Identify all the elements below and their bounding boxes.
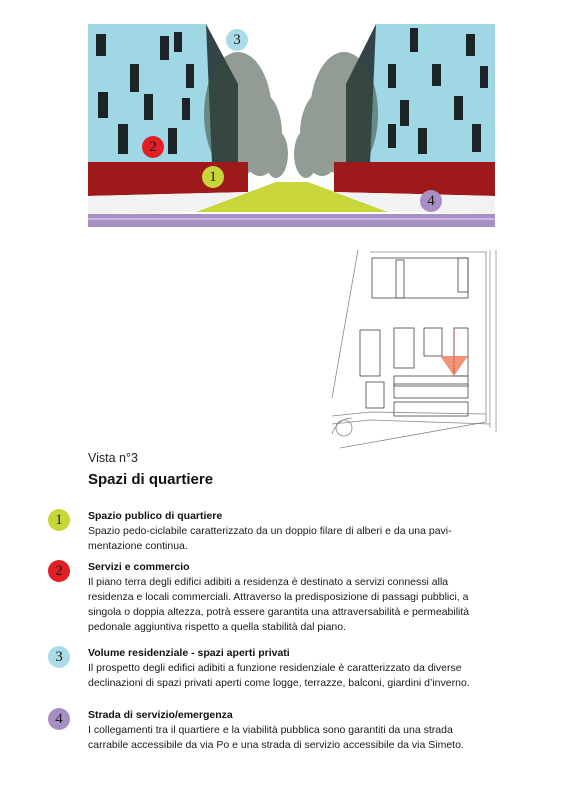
legend-text-4 (88, 708, 488, 753)
legend-text-3 (88, 646, 488, 691)
legend-item-1 (48, 509, 508, 554)
street-view-illustration (88, 24, 495, 227)
legend-line: singola o doppia altezza, potrà essere garantita una attraversabilità e permeabilità (88, 606, 470, 618)
legend-title: Volume residenziale - spazi aperti privati (88, 647, 290, 659)
legend-number-1: 1 (48, 509, 70, 531)
marker-4: 4 (420, 190, 442, 212)
legend-title: Servizi e commercio (88, 561, 190, 573)
middle-west-block (360, 330, 380, 376)
legend-line: residenza e locali commerciali. Attraverso la predisposizione di passagi pubblici, a (88, 591, 469, 603)
legend-line: declinazioni di spazi privati aperti come logge, terrazze, balconi, giardini d’inverno. (88, 677, 470, 689)
service-road-strip (88, 214, 495, 227)
legend-text-1 (88, 509, 488, 554)
legend-item-2 (48, 560, 508, 635)
left-ground-floor-commerce (88, 162, 248, 196)
legend-line: carrabile accessibile da via Po e una strada di servizio accessibile da via Simeto. (88, 739, 464, 751)
legend-number-2: 2 (48, 560, 70, 582)
marker-1: 1 (202, 166, 224, 188)
site-plan-map (330, 248, 501, 462)
legend-line: Il prospetto degli edifici adibiti a funzione residenziale è caratterizzato da diverse (88, 662, 462, 674)
marker-2: 2 (142, 136, 164, 158)
legend-line: Il piano terra degli edifici adibiti a residenza è destinato a servizi connessi alla (88, 576, 449, 588)
legend-number-4: 4 (48, 708, 70, 730)
upper-block (372, 258, 468, 298)
site-boundary (340, 252, 486, 448)
view-title: Spazi di quartiere (88, 471, 214, 488)
legend-item-4 (48, 708, 508, 753)
legend-title: Spazio publico di quartiere (88, 510, 223, 522)
view-number: Vista n°3 (88, 451, 138, 465)
legend-line: mentazione continua. (88, 540, 188, 552)
legend-text-2 (88, 560, 488, 635)
legend-line: pedonale aggiuntiva rispetto a quella stabilità dal piano. (88, 621, 347, 633)
legend-line: Spazio pedo-ciclabile caratterizzato da un doppio filare di alberi e da una pavi- (88, 525, 452, 537)
legend-number-3: 3 (48, 646, 70, 668)
legend-item-3 (48, 646, 508, 691)
marker-3: 3 (226, 29, 248, 51)
right-ground-floor-commerce (334, 162, 495, 196)
legend-line: I collegamenti tra il quartiere e la viabilità pubblica sono garantiti da una strada (88, 724, 453, 736)
legend-title: Strada di servizio/emergenza (88, 709, 233, 721)
